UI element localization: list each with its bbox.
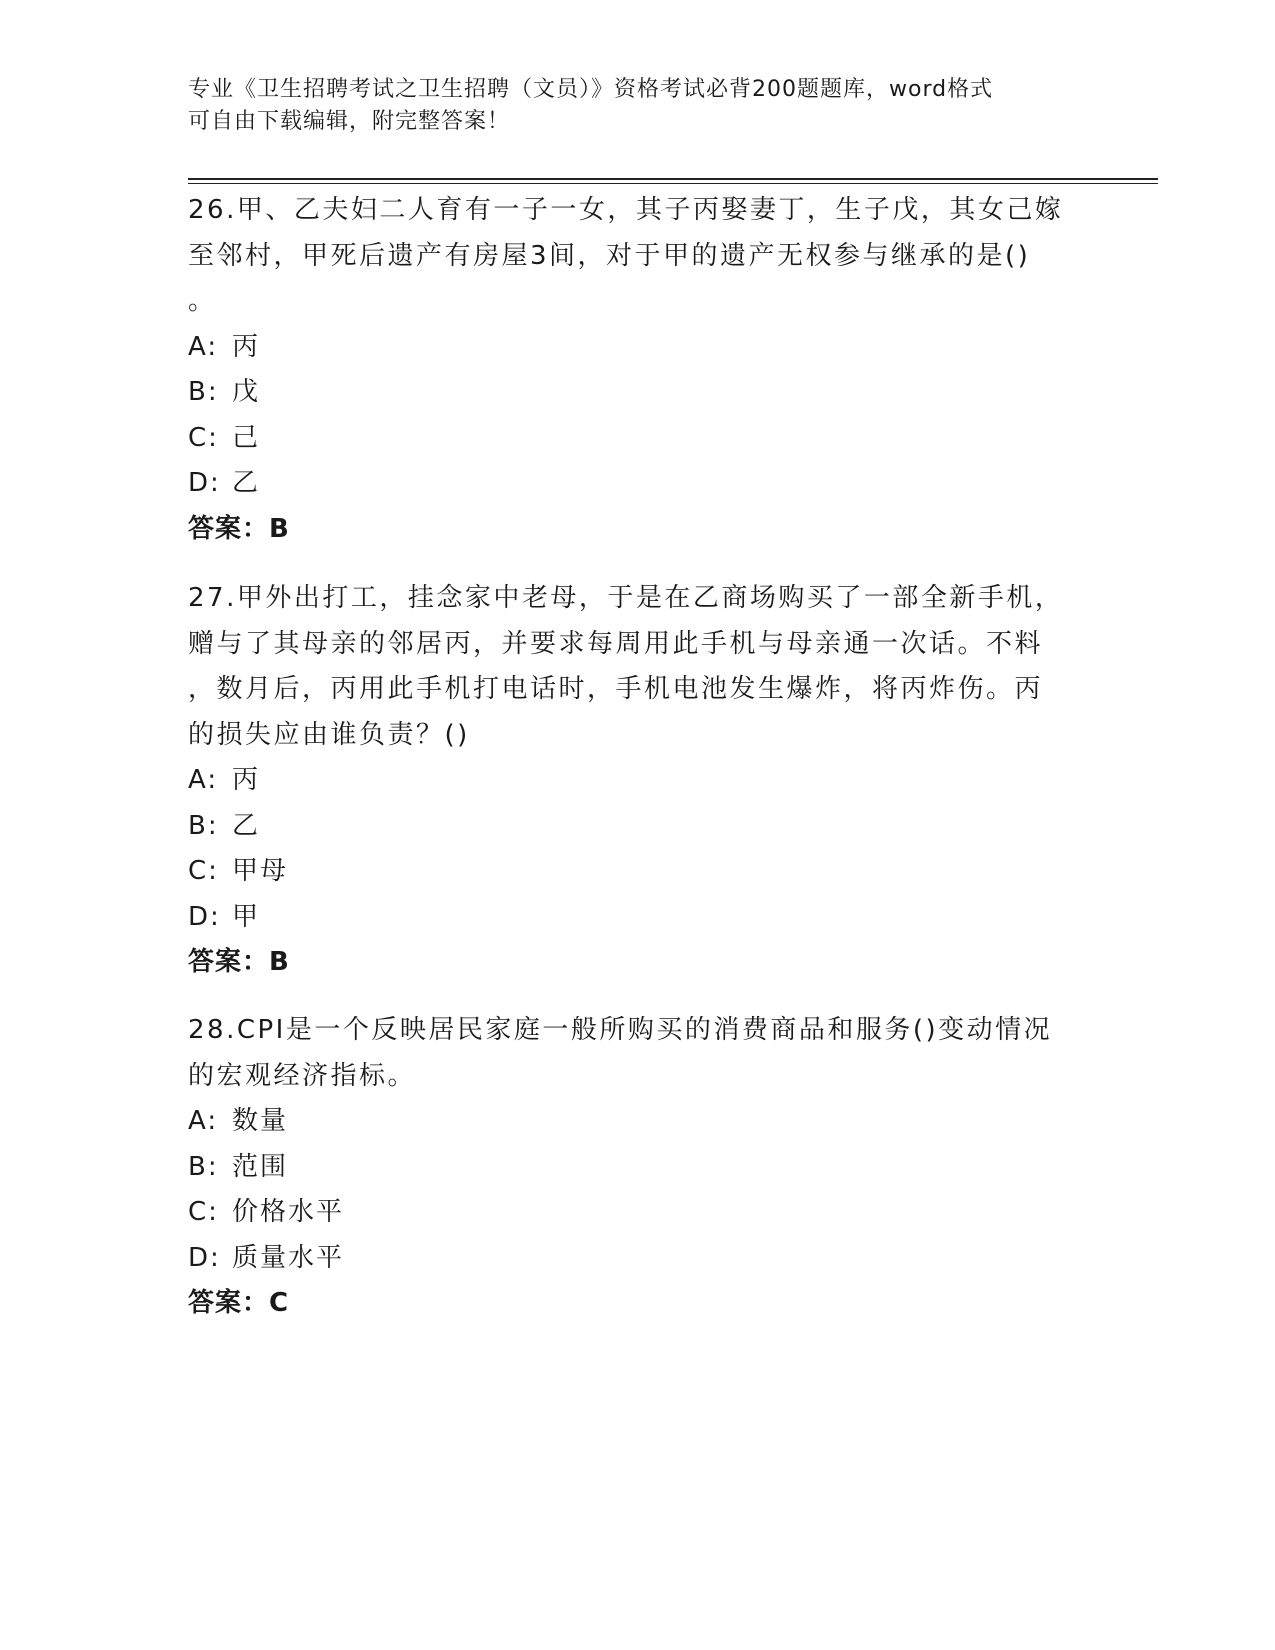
option-letter: C: [188,422,219,453]
option-text: 甲 [232,901,261,932]
question-27 [188,576,1078,986]
option-a [188,1099,1078,1145]
option-text: 数量 [232,1106,289,1136]
option-d [188,895,1078,941]
answer-line: 答案：C [188,1288,290,1318]
option-text: 价格水平 [232,1197,345,1227]
option-letter: A: [188,765,219,795]
option-letter: D: [188,901,221,932]
option-text: 己 [232,422,261,453]
answer-line: 答案：B [188,513,290,544]
option-letter: C: [188,1197,219,1227]
option-a [188,758,1078,804]
option-letter: A: [188,1106,219,1136]
option-letter: B: [188,377,219,407]
option-text: 乙 [232,468,261,498]
option-text: 甲母 [232,856,289,886]
option-letter: B: [188,1151,219,1182]
option-d [188,1236,1078,1282]
header-divider-thick [188,178,1158,180]
option-b [188,370,1078,416]
question-28 [188,1008,1078,1327]
option-text: 戊 [232,377,261,407]
option-c [188,1190,1078,1236]
option-d [188,461,1078,507]
option-letter: B: [188,810,219,841]
option-text: 丙 [232,331,261,362]
option-letter: A: [188,331,219,362]
option-b [188,1145,1078,1191]
header-divider-thin [188,183,1158,184]
option-letter: D: [188,468,221,498]
option-text: 丙 [232,765,261,795]
option-c [188,416,1078,462]
answer-line: 答案：B [188,947,290,977]
question-text: 27.甲外出打工，挂念家中老母，于是在乙商场购买了一部全新手机， 赠与了其母亲的邻居丙，并要求每周用此手机与母亲通一次话。不料 ，数月后，丙用此手机打电话时，手机电池发生爆炸，将丙炸伤。丙 的损失应由谁负责？() [188,583,1064,750]
option-text: 乙 [232,810,261,841]
option-a [188,325,1078,371]
document-header: 专业《卫生招聘考试之卫生招聘（文员）》资格考试必背200题题库，word格式 可自由下载编辑，附完整答案！ [188,77,994,134]
option-c [188,849,1078,895]
question-text: 28.CPI是一个反映居民家庭一般所购买的消费商品和服务()变动情况 的宏观经济指标。 [188,1015,1053,1091]
question-26 [188,188,1078,552]
option-text: 范围 [232,1151,289,1182]
option-letter: C: [188,856,219,886]
option-b [188,804,1078,850]
option-text: 质量水平 [232,1242,345,1273]
question-text: 26.甲、乙夫妇二人育有一子一女，其子丙娶妻丁，生子戊，其女己嫁 至邻村，甲死后遗产有房屋3间，对于甲的遗产无权参与继承的是() 。 [188,195,1064,316]
option-letter: D: [188,1242,221,1273]
